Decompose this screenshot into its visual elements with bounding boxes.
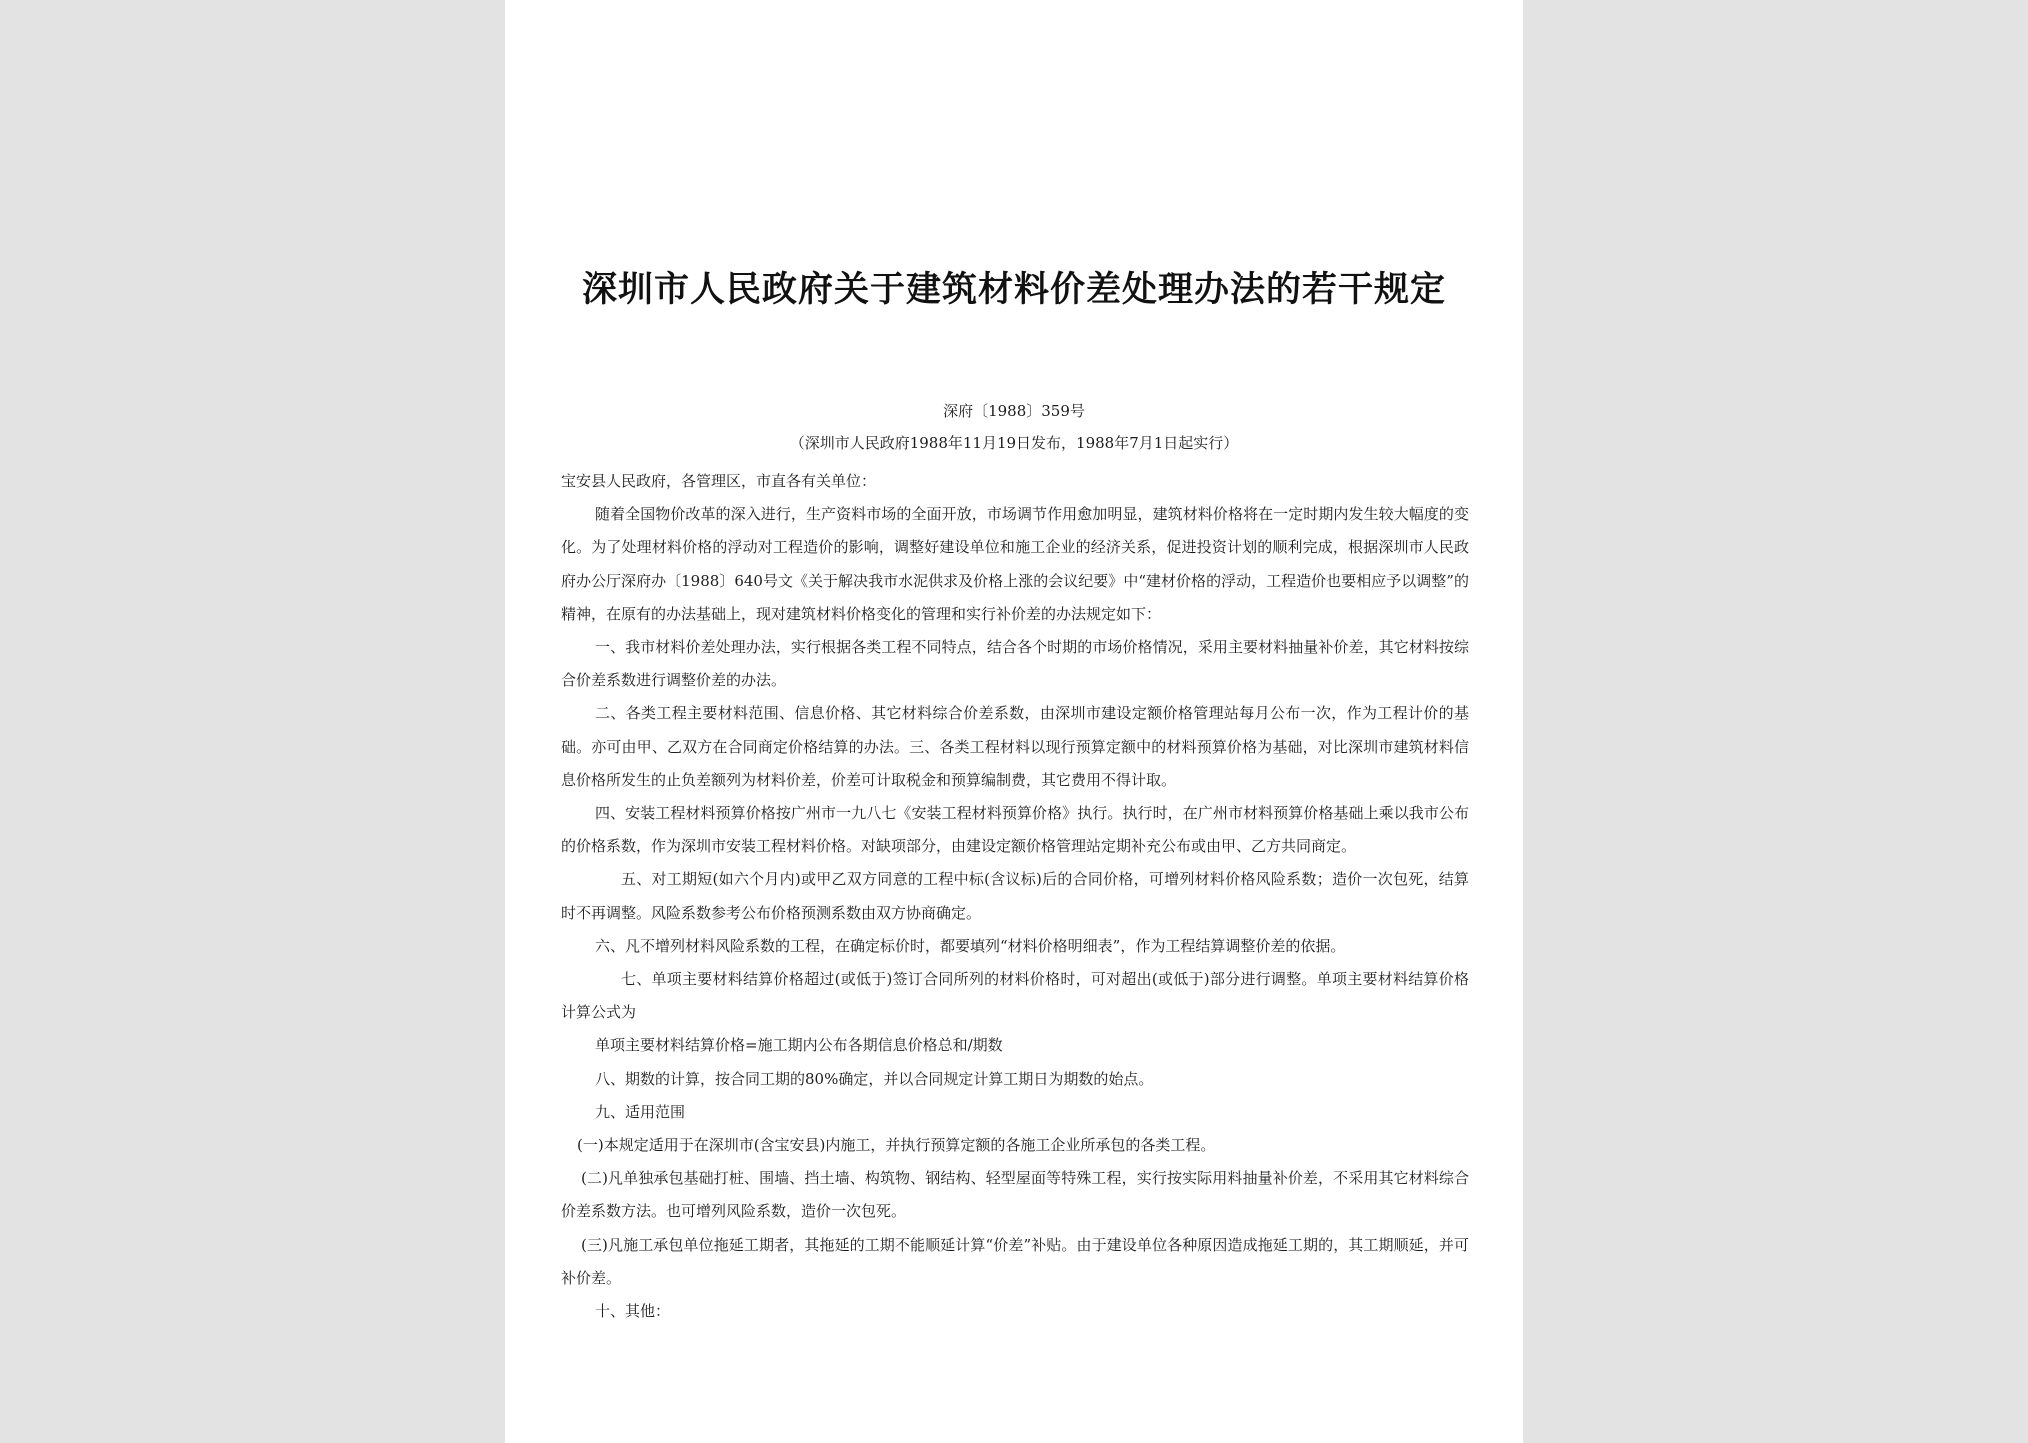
article-9-heading: 九、适用范围: [595, 1102, 686, 1121]
formula-line: 单项主要材料结算价格=施工期内公布各期信息价格总和/期数: [595, 1036, 1003, 1055]
article-7: 七、单项主要材料结算价格超过(或低于)签订合同所列的材料价格时，可对超出(或低于)部分进行调整。单项主要材料结算价格计算公式为: [561, 970, 1469, 1022]
article-1: 一、我市材料价差处理办法，实行根据各类工程不同特点，结合各个时期的市场价格情况，采用主要材料抽量补价差，其它材料按综合价差系数进行调整价差的办法。: [561, 638, 1469, 690]
document-page: [505, 0, 1523, 1443]
article-10-heading: 十、其他：: [595, 1302, 671, 1321]
addressee: 宝安县人民政府，各管理区，市直各有关单位：: [561, 472, 877, 490]
document-body: [561, 465, 1469, 1328]
article-2-3: 二、各类工程主要材料范围、信息价格、其它材料综合价差系数，由深圳市建设定额价格管理站每月公布一次，作为工程计价的基础。亦可由甲、乙双方在合同商定价格结算的办法。三、各类工程材料以现行预算定额中的材料预算价格为基础，对比深圳市建筑材料信息价格所发生的止负差额列为材料价差，价差可计取税金和预算编制费，其它费用不得计取。: [561, 704, 1469, 789]
article-8: 八、期数的计算，按合同工期的80%确定，并以合同规定计算工期日为期数的始点。: [595, 1069, 1154, 1088]
document-title: 深圳市人民政府关于建筑材料价差处理办法的若干规定: [581, 269, 1446, 310]
preamble-paragraph: 随着全国物价改革的深入进行，生产资料市场的全面开放，市场调节作用愈加明显，建筑材料价格将在一定时期内发生较大幅度的变化。为了处理材料价格的浮动对工程造价的影响，调整好建设单位和施工企业的经济关系，促进投资计划的顺利完成，根据深圳市人民政府办公厅深府办〔1988〕640号文《关于解决我市水泥供求及价格上涨的会议纪要》中“建材价格的浮动，工程造价也要相应予以调整”的精神，在原有的办法基础上，现对建筑材料价格变化的管理和实行补价差的办法规定如下：: [561, 505, 1469, 623]
document-number: 深府〔1988〕359号: [943, 402, 1085, 420]
article-5: 五、对工期短(如六个月内)或甲乙双方同意的工程中标(含议标)后的合同价格，可增列材料价格风险系数；造价一次包死，结算时不再调整。风险系数参考公布价格预测系数由双方协商确定。: [561, 870, 1469, 922]
article-9-item-2: (二)凡单独承包基础打桩、围墙、挡土墙、构筑物、钢结构、轻型屋面等特殊工程，实行按实际用料抽量补价差，不采用其它材料综合价差系数方法。也可增列风险系数，造价一次包死。: [561, 1169, 1469, 1221]
article-9-item-1: (一)本规定适用于在深圳市(含宝安县)内施工，并执行预算定额的各施工企业所承包的各类工程。: [577, 1136, 1216, 1155]
issue-info: （深圳市人民政府1988年11月19日发布，1988年7月1日起实行）: [789, 434, 1239, 452]
article-6: 六、凡不增列材料风险系数的工程，在确定标价时，都要填列“材料价格明细表”，作为工程结算调整价差的依据。: [595, 936, 1346, 955]
article-9-item-3: (三)凡施工承包单位拖延工期者，其拖延的工期不能顺延计算“价差”补贴。由于建设单位各种原因造成拖延工期的，其工期顺延，并可补价差。: [561, 1235, 1469, 1287]
article-4: 四、安装工程材料预算价格按广州市一九八七《安装工程材料预算价格》执行。执行时，在广州市材料预算价格基础上乘以我市公布的价格系数，作为深圳市安装工程材料价格。对缺项部分，由建设定额价格管理站定期补充公布或由甲、乙方共同商定。: [561, 804, 1469, 856]
